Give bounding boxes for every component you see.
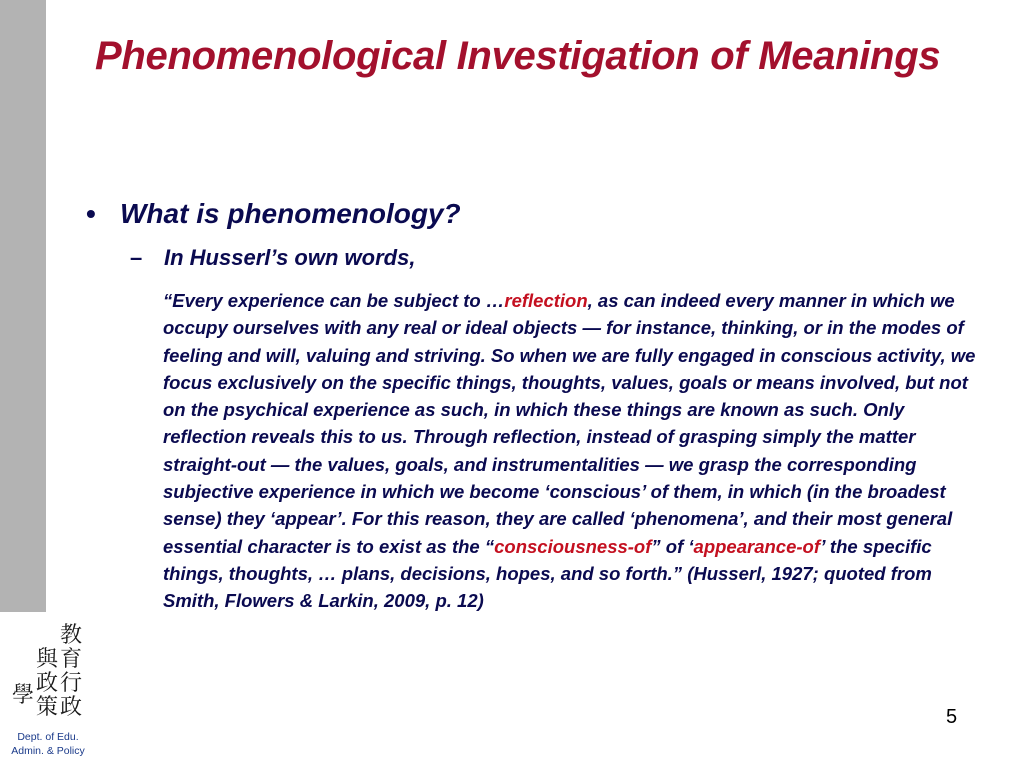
quote-part-3: ” of ‘ <box>651 535 694 557</box>
logo-caption-line-1: Dept. of Edu. <box>17 731 79 743</box>
logo-char: 育 <box>60 647 83 672</box>
logo-caption <box>6 730 90 758</box>
logo-char: 策 <box>36 695 59 720</box>
quote-highlight-appearance-of: appearance-of <box>693 535 821 557</box>
logo-char: 與 <box>36 647 59 672</box>
bullet-item <box>86 196 461 232</box>
quote-highlight-consciousness-of: consciousness-of <box>494 535 652 557</box>
logo-char: 教 <box>60 623 83 648</box>
husserl-quote <box>163 287 983 615</box>
logo-char: 行 <box>60 671 83 696</box>
quote-part-2: , as can indeed every manner in which we occupy ourselves with any real or ideal objects — for instance, thinking, or in the modes of feeling and will, valuing and striving. So when we are fully engaged in conscious activity, we focus exclusively on the specific things, thoughts, values, goals or means involved, but not on the psychical experience as such, in which these things are known as such. Only reflection reveals this to us. Through reflection, instead of grasping simply the matter straight-out — the values, goals, and instrumentalities — we grasp the corresponding subjective experience in which we become ‘conscious’ of them, in which (in the broadest sense) they ‘appear’. For this reason, they are called ‘phenomena’, and their most general essential character is to exist as the “ <box>163 290 976 557</box>
quote-part-4: ’ the specific things, thoughts, … plans, decisions, hopes, and so forth.” (Husserl, 1927; quoted from Smith, Flowers & Larkin, 2009, p. 12) <box>163 535 932 612</box>
dash-icon: – <box>130 245 143 270</box>
logo-char: 政 <box>36 671 59 696</box>
sub-bullet-text: In Husserl’s own words, <box>164 245 416 270</box>
logo-char: 學 <box>12 683 35 708</box>
page-number: 5 <box>946 706 958 728</box>
logo-characters <box>6 624 90 724</box>
logo-caption-line-2: Admin. & Policy <box>11 745 85 757</box>
quote-part-1: “Every experience can be subject to … <box>163 290 505 311</box>
logo-char: 政 <box>60 695 83 720</box>
slide-title: Phenomenological Investigation of Meanings <box>95 34 941 78</box>
bullet-text: What is phenomenology? <box>120 198 461 229</box>
sub-bullet-item <box>130 243 415 273</box>
quote-highlight-reflection: reflection <box>504 290 588 311</box>
department-logo <box>6 624 90 758</box>
left-decorative-bar <box>0 0 46 612</box>
bullet-dot-icon: • <box>86 198 96 229</box>
